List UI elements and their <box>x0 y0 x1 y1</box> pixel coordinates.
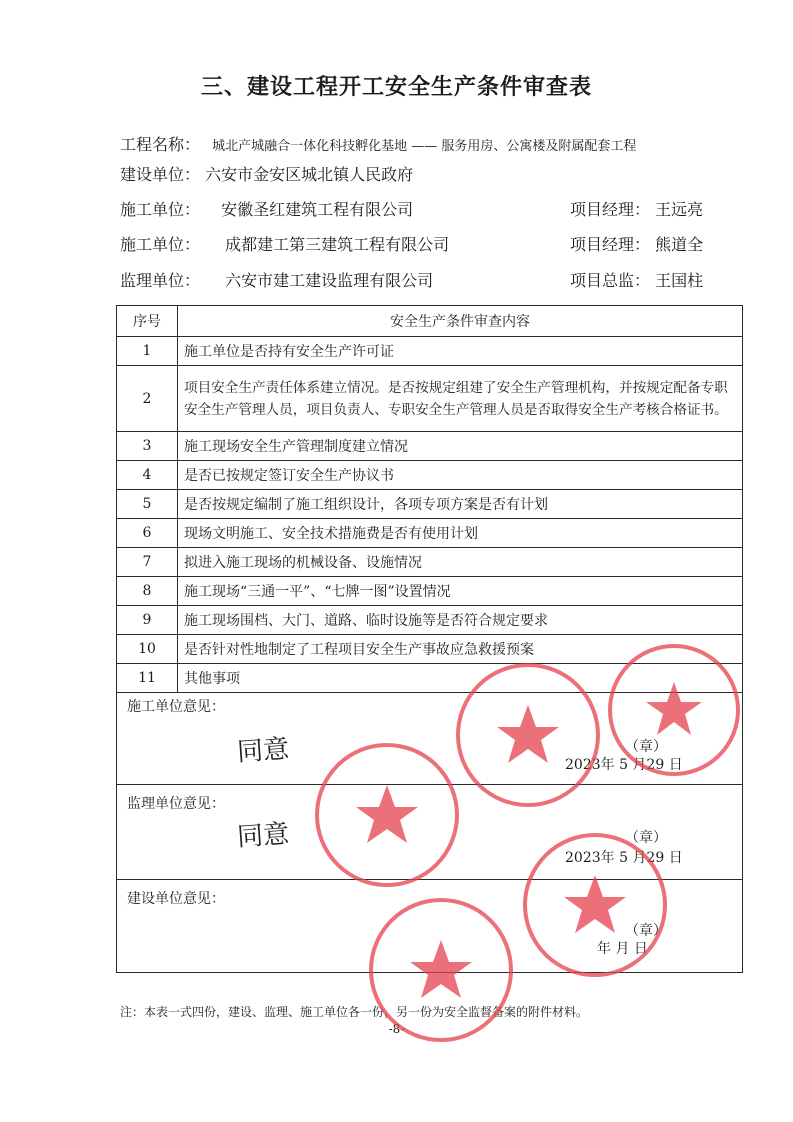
page-number: -8- <box>388 1022 405 1036</box>
row-content: 是否已按规定签订安全生产协议书 <box>178 461 743 490</box>
row-content: 拟进入施工现场的机械设备、设施情况 <box>178 548 743 577</box>
builder-seal-mark: （章） <box>625 923 667 939</box>
row-no: 2 <box>117 366 178 432</box>
row-no: 5 <box>117 490 178 519</box>
seal-jinan-development-icon <box>366 895 516 1045</box>
contractor1-label: 施工单位： <box>120 200 201 219</box>
contractor2-row <box>120 232 449 255</box>
header-content: 安全生产条件审查内容 <box>178 306 743 337</box>
row-content: 其他事项 <box>178 664 743 693</box>
row-no: 3 <box>117 432 178 461</box>
footnote: 注：本表一式四份，建设、监理、施工单位各一份，另一份为安全监督备案的附件材料。 <box>120 1005 589 1019</box>
chief-value: 王国柱 <box>655 271 704 290</box>
table-row <box>117 366 743 432</box>
table-row <box>117 432 743 461</box>
row-no: 4 <box>117 461 178 490</box>
page-title: 三、建设工程开工安全生产条件审查表 <box>200 75 592 100</box>
pm2-row <box>570 232 703 255</box>
row-no: 8 <box>117 577 178 606</box>
table-row <box>117 548 743 577</box>
table-row <box>117 490 743 519</box>
row-no: 11 <box>117 664 178 693</box>
row-content: 是否针对性地制定了工程项目安全生产事故应急救援预案 <box>178 635 743 664</box>
table-row <box>117 461 743 490</box>
supervisor-seal-mark: （章） <box>625 830 667 846</box>
row-content: 项目安全生产责任体系建立情况。是否按规定组建了安全生产管理机构，并按规定配备专职安全生产管理人员，项目负责人、专职安全生产管理人员是否取得安全生产考核合格证书。 <box>178 366 743 432</box>
row-content: 施工现场“三通一平”、“七牌一图”设置情况 <box>178 577 743 606</box>
builder-date: 年 月 日 <box>597 941 648 957</box>
row-no: 7 <box>117 548 178 577</box>
project-name-value: 城北产城融合一体化科技孵化基地 —— 服务用房、公寓楼及附属配套工程 <box>212 139 637 154</box>
builder-opinion-label: 建设单位意见： <box>127 891 225 907</box>
supervisor-opinion-handwriting: 同意 <box>236 819 291 853</box>
builder-value: 六安市金安区城北镇人民政府 <box>205 165 414 184</box>
row-no: 1 <box>117 337 178 366</box>
contractor-date: 2023年 5 月29 日 <box>565 757 683 773</box>
table-row <box>117 606 743 635</box>
seal-jiangong-supervision-icon <box>312 740 462 890</box>
row-no: 10 <box>117 635 178 664</box>
pm1-value: 王远亮 <box>655 200 704 219</box>
pm2-value: 熊道全 <box>655 235 704 254</box>
row-content: 施工现场安全生产管理制度建立情况 <box>178 432 743 461</box>
supervisor-value: 六安市建工建设监理有限公司 <box>225 271 434 290</box>
contractor-opinion-handwriting: 同意 <box>236 734 291 768</box>
contractor-seal-mark: （章） <box>625 739 667 755</box>
table-row <box>117 337 743 366</box>
row-content: 现场文明施工、安全技术措施费是否有使用计划 <box>178 519 743 548</box>
builder-row <box>120 162 413 185</box>
row-no: 9 <box>117 606 178 635</box>
contractor2-label: 施工单位： <box>120 235 201 254</box>
contractor1-row <box>120 197 413 220</box>
contractor2-value: 成都建工第三建筑工程有限公司 <box>225 235 450 254</box>
header-no: 序号 <box>117 306 178 337</box>
row-content: 施工现场围档、大门、道路、临时设施等是否符合规定要求 <box>178 606 743 635</box>
pm1-row <box>570 197 703 220</box>
builder-label: 建设单位： <box>120 165 201 184</box>
row-content: 施工单位是否持有安全生产许可证 <box>178 337 743 366</box>
contractor1-value: 安徽圣红建筑工程有限公司 <box>221 200 414 219</box>
review-table <box>116 305 743 693</box>
supervisor-opinion-label: 监理单位意见： <box>127 796 225 812</box>
table-row <box>117 577 743 606</box>
pm2-label: 项目经理： <box>570 235 651 254</box>
project-name-row <box>120 132 636 155</box>
seal-chengdu-jiangong-icon <box>453 660 603 810</box>
table-header-row <box>117 306 743 337</box>
supervisor-label: 监理单位： <box>120 271 201 290</box>
supervisor-date: 2023年 5 月29 日 <box>565 850 683 866</box>
row-content: 是否按规定编制了施工组织设计，各项专项方案是否有计划 <box>178 490 743 519</box>
row-no: 6 <box>117 519 178 548</box>
supervisor-row <box>120 268 433 291</box>
chief-row <box>570 268 703 291</box>
chief-label: 项目总监： <box>570 271 651 290</box>
seal-sheng-hong-icon <box>604 640 744 780</box>
contractor-opinion-label: 施工单位意见： <box>127 699 225 715</box>
table-row <box>117 519 743 548</box>
project-name-label: 工程名称： <box>120 135 201 154</box>
pm1-label: 项目经理： <box>570 200 651 219</box>
seal-chengbei-government-icon <box>520 830 670 980</box>
